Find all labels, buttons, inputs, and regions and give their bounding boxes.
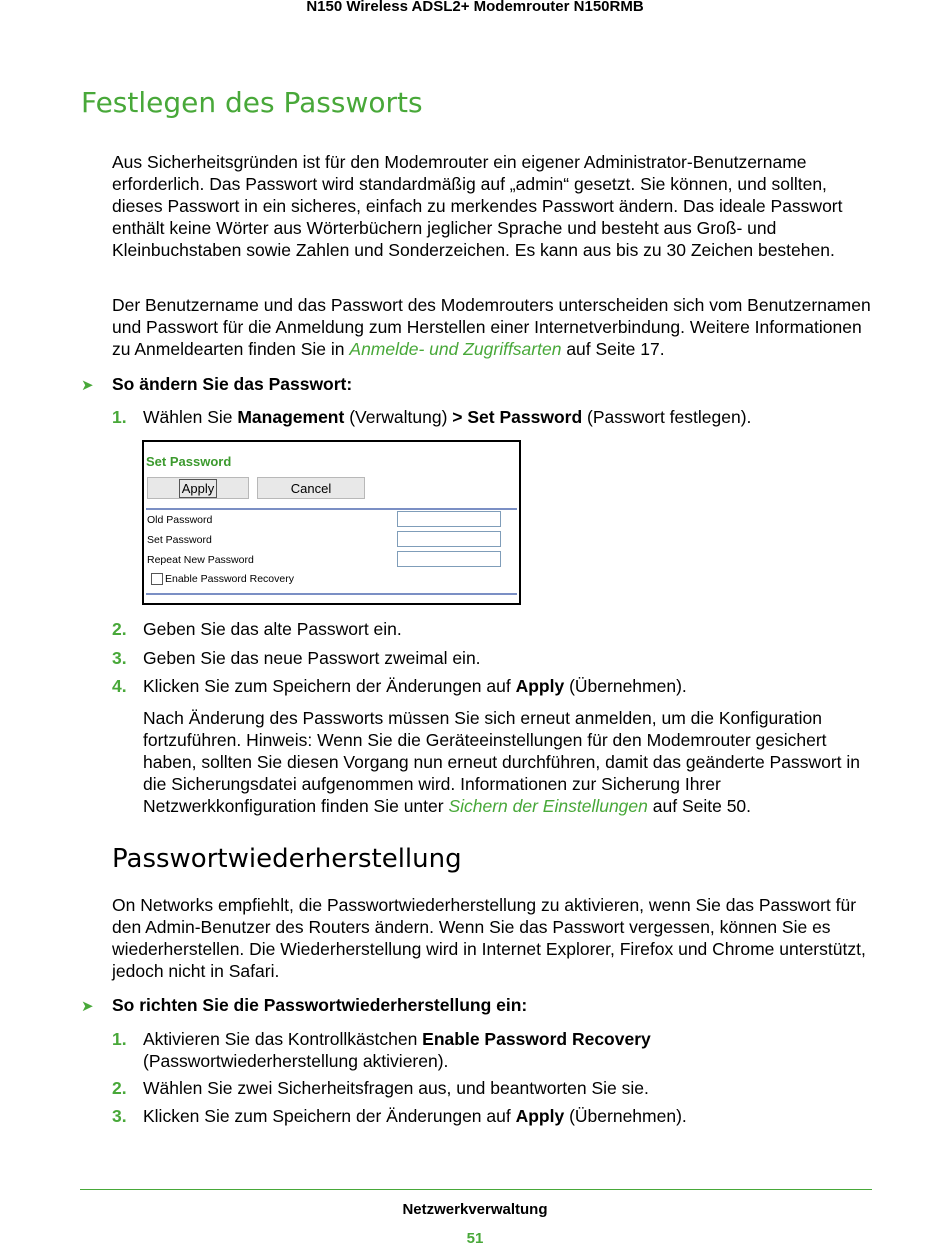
recovery-label: Enable Password Recovery bbox=[165, 573, 294, 585]
backup-settings-link[interactable]: Sichern der Einstellungen bbox=[448, 796, 648, 816]
procedure-label: So richten Sie die Passwortwiederherstellung ein: bbox=[112, 995, 528, 1015]
set-password-screenshot bbox=[142, 440, 521, 605]
step-3 bbox=[112, 1105, 872, 1127]
cancel-button[interactable]: Cancel bbox=[257, 477, 365, 499]
step-text bbox=[143, 406, 843, 428]
step-2 bbox=[112, 618, 872, 640]
text: Aktivieren Sie das Kontrollkästchen bbox=[143, 1029, 423, 1049]
step-number: 2. bbox=[112, 619, 127, 639]
step-number: 1. bbox=[112, 1029, 127, 1049]
text: (Passwortwiederherstellung aktivieren). bbox=[143, 1051, 449, 1071]
recovery-checkbox[interactable] bbox=[151, 573, 163, 585]
page-number: 51 bbox=[466, 1230, 484, 1247]
text: Der Benutzername und das Passwort des Modemrouters unterscheiden sich vom Benutzernamen und Passwort für die Anmeldung zum Herstellen einer Internetverbindung. Weitere Informationen zu Anmeldearten finden Sie in bbox=[112, 295, 871, 359]
set-password-label: Set Password bbox=[147, 534, 212, 546]
login-paragraph bbox=[112, 294, 882, 360]
step-number: 3. bbox=[112, 1106, 127, 1126]
text: (Verwaltung) bbox=[344, 407, 453, 427]
note-paragraph bbox=[143, 707, 883, 817]
text: Nach Änderung des Passworts müssen Sie sich erneut anmelden, um die Konfiguration fortzuführen. Hinweis: Wenn Sie die Geräteeinstellungen für den Modemrouter gesichert haben, sollten Sie diesen Vorgang nun erneut durchführen, damit das geänderte Passwort in die Sicherungsdatei aufgenommen wird. Informationen zur Sicherung Ihrer Netzwerkkonfiguration finden Sie unter bbox=[143, 708, 861, 816]
apply-label: Apply bbox=[179, 479, 218, 498]
step-1 bbox=[112, 406, 872, 428]
arrow-icon: ➤ bbox=[81, 998, 94, 1015]
divider bbox=[146, 593, 517, 595]
login-types-link[interactable]: Anmelde- und Zugriffsarten bbox=[349, 339, 562, 359]
step-4 bbox=[112, 675, 872, 697]
footer-chapter: Netzwerkverwaltung bbox=[402, 1201, 548, 1218]
intro-paragraph: Aus Sicherheitsgründen ist für den Modemrouter ein eigener Administrator-Benutzername erforderlich. Das Passwort wird standardmäßig auf „admin“ gesetzt. Sie können, und sollten, dieses Passwort in ein sicheres, einfach zu merkendes Passwort ändern. Das ideale Passwort enthält keine Wörter aus Wörterbüchern jeglicher Sprache und besteht aus Groß- und Kleinbuchstaben sowie Zahlen und Sonderzeichen. Es kann aus bis zu 30 Zeichen bestehen. bbox=[112, 152, 843, 260]
apply-button[interactable] bbox=[147, 477, 249, 499]
divider bbox=[146, 508, 517, 510]
text: auf Seite 50. bbox=[647, 796, 752, 816]
step-2 bbox=[112, 1077, 872, 1099]
arrow-icon: ➤ bbox=[81, 377, 94, 394]
set-password-input[interactable] bbox=[397, 531, 501, 547]
text: auf Seite 17. bbox=[561, 339, 665, 359]
text: (Passwort festlegen). bbox=[582, 407, 752, 427]
step-number: 1. bbox=[112, 407, 127, 427]
step-text: Geben Sie das neue Passwort zweimal ein. bbox=[143, 648, 481, 668]
step-text: Geben Sie das alte Passwort ein. bbox=[143, 619, 402, 639]
text: Apply bbox=[515, 1106, 565, 1126]
screenshot-title: Set Password bbox=[146, 454, 232, 469]
repeat-password-input[interactable] bbox=[397, 551, 501, 567]
procedure-label: So ändern Sie das Passwort: bbox=[112, 374, 353, 394]
step-text bbox=[143, 1028, 703, 1072]
subsection-heading: Passwortwiederherstellung bbox=[112, 844, 462, 874]
text: Enable Password Recovery bbox=[422, 1029, 651, 1049]
text: Apply bbox=[515, 676, 565, 696]
procedure-title bbox=[81, 373, 352, 397]
text: (Übernehmen). bbox=[564, 1106, 687, 1126]
text: Klicken Sie zum Speichern der Änderungen auf bbox=[143, 1106, 516, 1126]
text: (Übernehmen). bbox=[564, 676, 687, 696]
step-text: Wählen Sie zwei Sicherheitsfragen aus, und beantworten Sie sie. bbox=[143, 1078, 649, 1098]
text: > Set Password bbox=[452, 407, 583, 427]
text: Management bbox=[237, 407, 345, 427]
text: Klicken Sie zum Speichern der Änderungen auf bbox=[143, 676, 516, 696]
step-number: 3. bbox=[112, 648, 127, 668]
repeat-password-label: Repeat New Password bbox=[147, 554, 254, 566]
step-3 bbox=[112, 647, 872, 669]
step-number: 2. bbox=[112, 1078, 127, 1098]
recovery-paragraph: On Networks empfiehlt, die Passwortwiederherstellung zu aktivieren, wenn Sie das Passwort für den Admin-Benutzer des Routers ändern. Wenn Sie das Passwort vergessen, können Sie es wiederherstellen. Die Wiederherstellung wird in Internet Explorer, Firefox und Chrome unterstützt, jedoch nicht in Safari. bbox=[112, 895, 866, 981]
step-number: 4. bbox=[112, 676, 127, 696]
footer-rule bbox=[80, 1189, 872, 1190]
old-password-input[interactable] bbox=[397, 511, 501, 527]
step-text bbox=[143, 1105, 843, 1127]
step-1 bbox=[112, 1028, 872, 1072]
procedure-title bbox=[81, 994, 527, 1018]
text: Wählen Sie bbox=[143, 407, 238, 427]
old-password-label: Old Password bbox=[147, 514, 213, 526]
running-header: N150 Wireless ADSL2+ Modemrouter N150RMB bbox=[306, 0, 644, 15]
step-text bbox=[143, 675, 843, 697]
section-heading: Festlegen des Passworts bbox=[81, 86, 423, 119]
